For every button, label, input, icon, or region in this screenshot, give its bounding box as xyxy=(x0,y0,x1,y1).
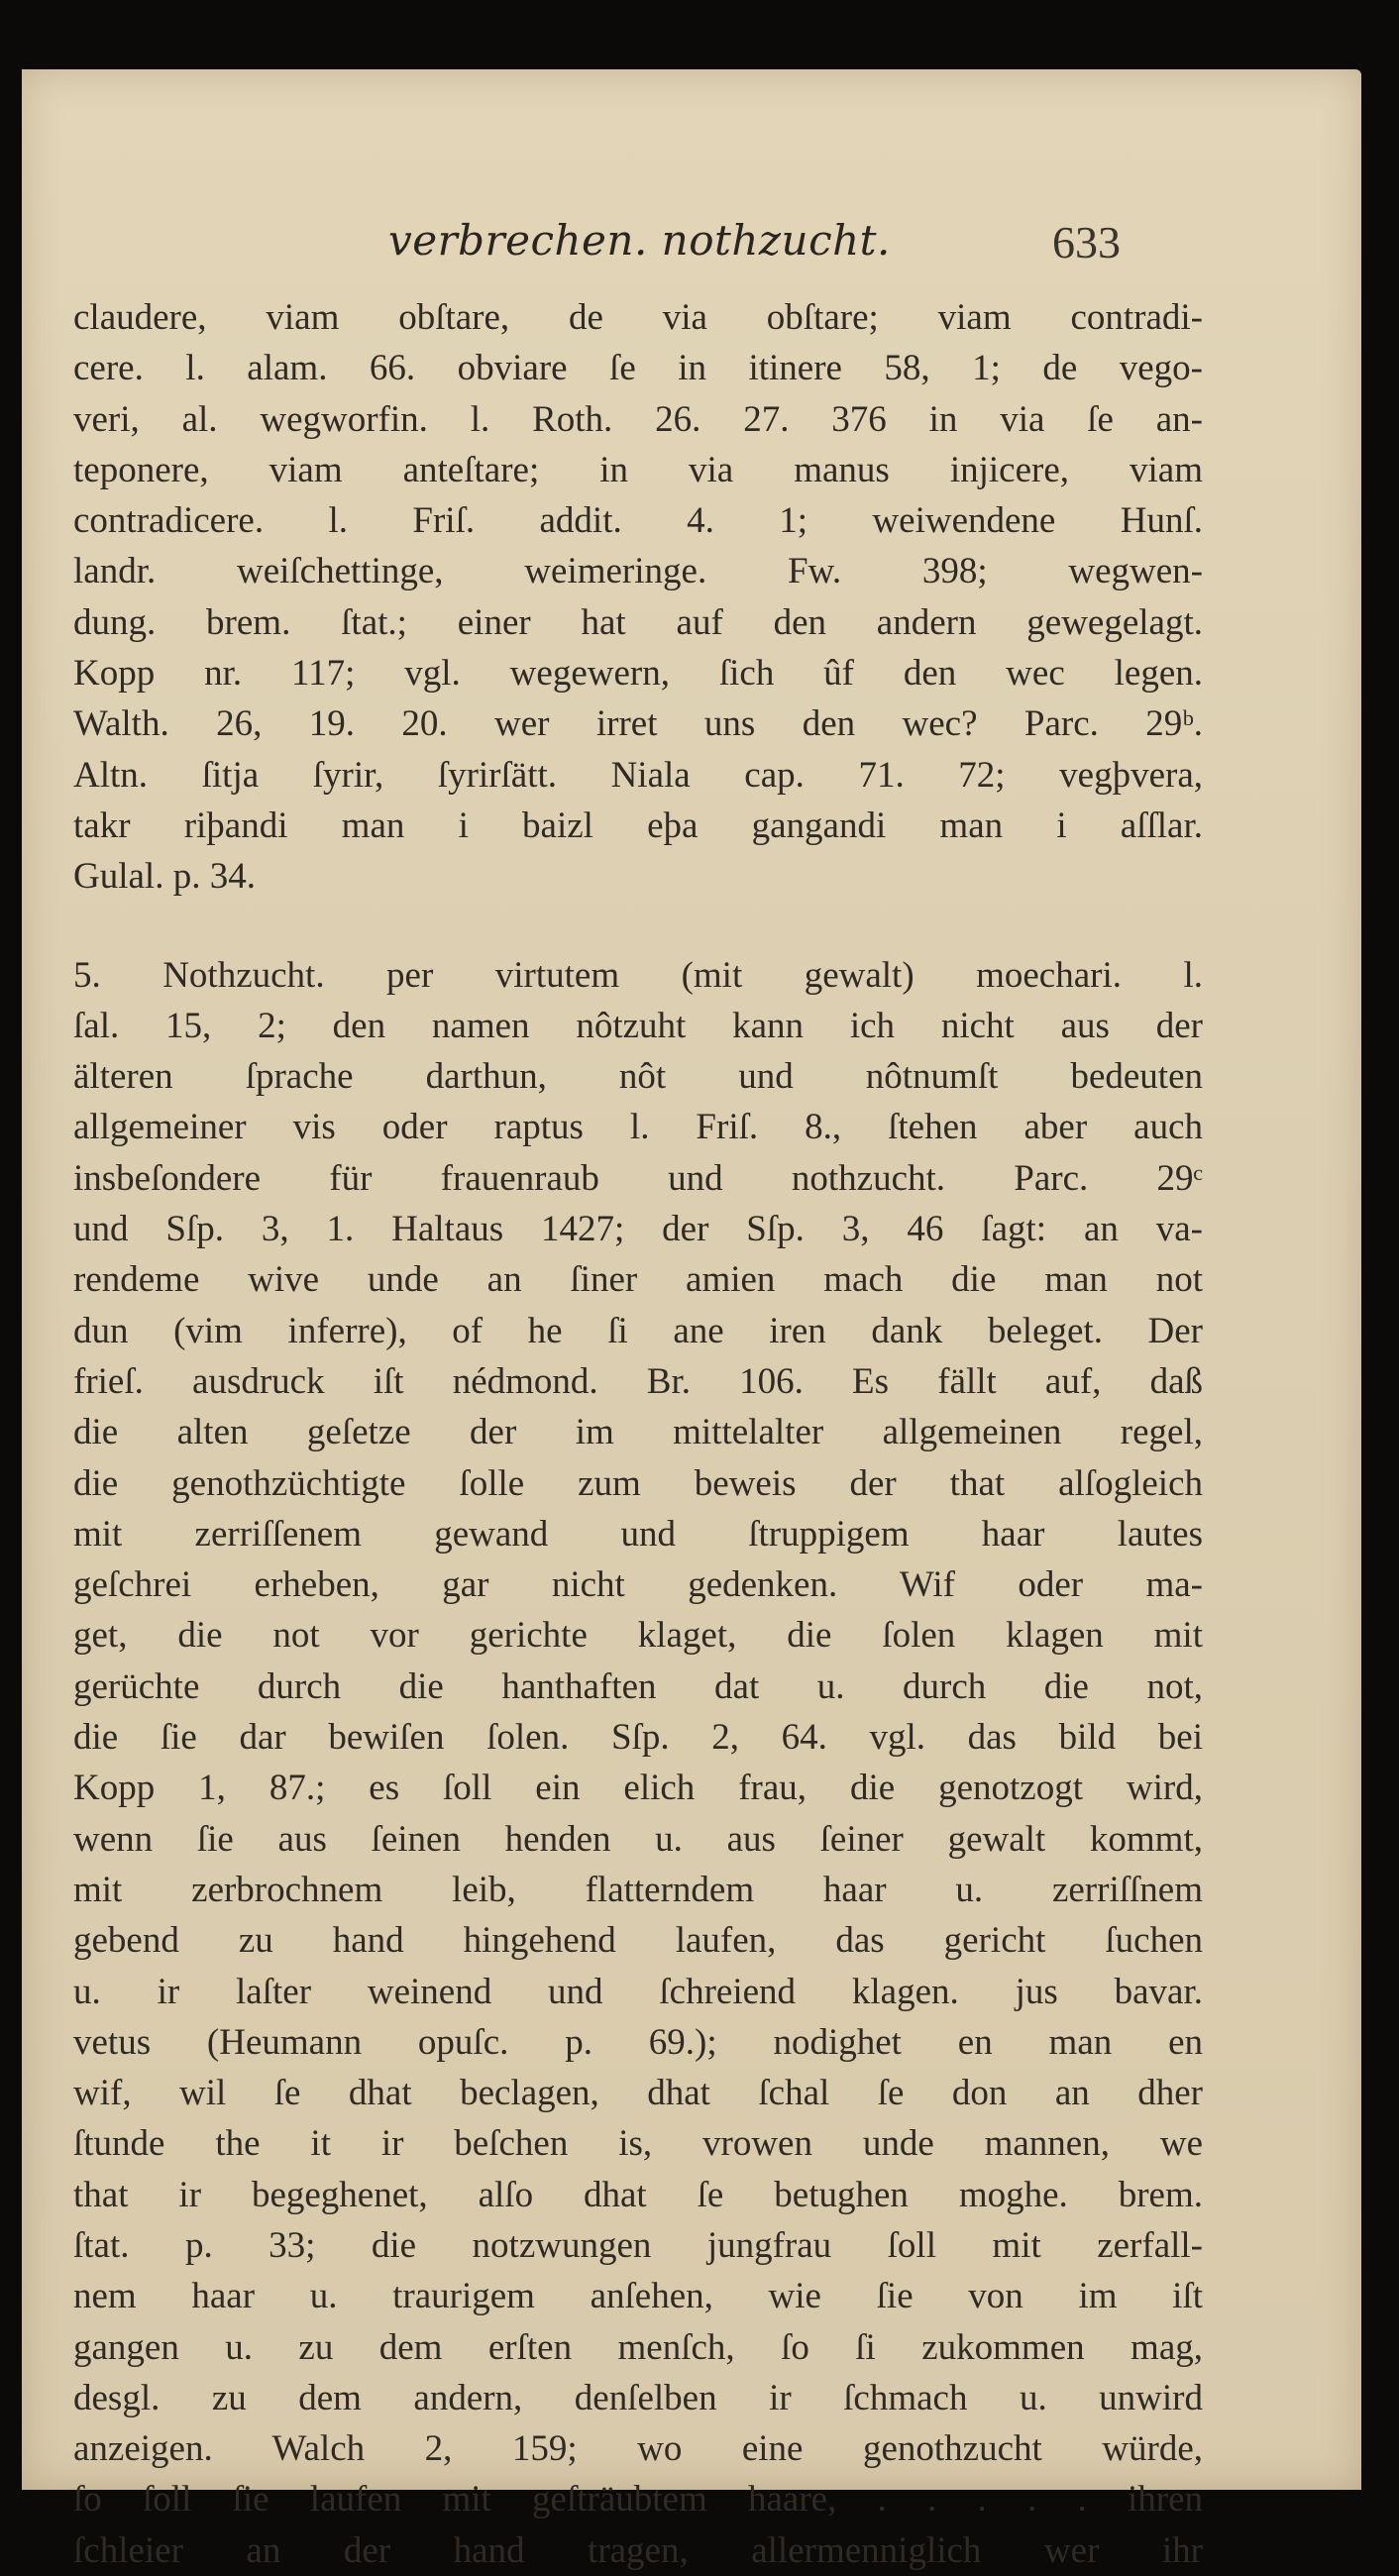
text-line: Gulal. p. 34. xyxy=(73,856,256,898)
text-line: vetus (Heumann opuſc. p. 69.); nodighet en man en xyxy=(73,2021,1203,2063)
text-line: gangen u. zu dem erſten menſch, ſo ſi zukommen mag, xyxy=(73,2326,1203,2368)
paragraph-gap xyxy=(73,903,1203,950)
text-line: wenn ſie aus ſeinen henden u. aus ſeiner gewalt kommt, xyxy=(73,1818,1203,1860)
text-line: anzeigen. Walch 2, 159; wo eine genothzucht würde, xyxy=(73,2428,1203,2470)
text-line: dun (vim inferre), of he ſi ane iren dank beleget. Der xyxy=(73,1310,1203,1351)
text-line: ſal. 15, 2; den namen nôtzuht kann ich nicht aus der xyxy=(73,1005,1203,1046)
text-line: Kopp 1, 87.; es ſoll ein elich frau, die genotzogt wird, xyxy=(73,1768,1203,1809)
text-line: contradicere. l. Friſ. addit. 4. 1; weiwendene Hunſ. xyxy=(73,500,1203,542)
text-line: gerüchte durch die hanthaften dat u. durch die not, xyxy=(73,1665,1203,1707)
book-page xyxy=(22,69,1361,2571)
text-line: ſchleier an der hand tragen, allermenniglich wer ihr xyxy=(73,2529,1203,2571)
text-line: takr riþandi man i baizl eþa gangandi man i aſſlar. xyxy=(73,805,1203,846)
page-header xyxy=(22,216,1361,285)
text-line: desgl. zu dem andern, denſelben ir ſchmach u. unwird xyxy=(73,2377,1203,2418)
text-line: landr. weiſchettinge, weimeringe. Fw. 398; wegwen- xyxy=(73,551,1203,592)
text-line: Walth. 26, 19. 20. wer irret uns den wec? Parc. 29ᵇ. xyxy=(73,703,1203,745)
text-line: teponere, viam anteſtare; in via manus injicere, viam xyxy=(73,449,1203,490)
text-line: ſo ſoll ſie laufen mit geſträubtem haare, . . . . . ihren xyxy=(73,2479,1203,2521)
text-line: mit zerbrochnem leib, flatterndem haar u. zerriſſnem xyxy=(73,1869,1203,1910)
text-line: geſchrei erheben, gar nicht gedenken. Wif oder ma- xyxy=(73,1564,1203,1606)
text-line: u. ir laſter weinend und ſchreiend klagen. jus bavar. xyxy=(73,1971,1203,2012)
text-line: älteren ſprache darthun, nôt und nôtnumſt bedeuten xyxy=(73,1056,1203,1098)
text-line: veri, al. wegworfin. l. Roth. 26. 27. 376 in via ſe an- xyxy=(73,398,1203,440)
text-line: frieſ. ausdruck iſt nédmond. Br. 106. Es fällt auf, daß xyxy=(73,1360,1203,1402)
text-line: und Sſp. 3, 1. Haltaus 1427; der Sſp. 3, 46 ſagt: an va- xyxy=(73,1209,1203,1250)
body-text xyxy=(73,292,1203,2576)
text-line: that ir begeghenet, alſo dhat ſe betughen moghe. brem. xyxy=(73,2174,1203,2215)
paragraph-2 xyxy=(73,950,1203,2576)
text-line: ſtat. p. 33; die notzwungen jungfrau ſoll mit zerfall- xyxy=(73,2224,1203,2266)
text-line: Altn. ſitja ſyrir, ſyrirſätt. Niala cap. 71. 72; vegþvera, xyxy=(73,754,1203,796)
text-line: die alten geſetze der im mittelalter allgemeinen regel, xyxy=(73,1412,1203,1453)
text-line: wif, wil ſe dhat beclagen, dhat ſchal ſe don an dher xyxy=(73,2073,1203,2114)
text-line: Kopp nr. 117; vgl. wegewern, ſich ûf den wec legen. xyxy=(73,653,1203,695)
text-line: die genothzüchtigte ſolle zum beweis der that alſogleich xyxy=(73,1462,1203,1504)
page-number: 633 xyxy=(1052,217,1121,268)
text-line: 5. Nothzucht. per virtutem (mit gewalt) moechari. l. xyxy=(73,954,1203,996)
paragraph-1 xyxy=(73,292,1203,903)
text-line: cere. l. alam. 66. obviare ſe in itinere 58, 1; de vego- xyxy=(73,348,1203,389)
text-line: mit zerriſſenem gewand und ſtruppigem haar lautes xyxy=(73,1513,1203,1555)
text-line: claudere, viam obſtare, de via obſtare; viam contradi- xyxy=(73,297,1203,338)
running-head: verbrechen. nothzucht. xyxy=(388,216,891,265)
text-line: allgemeiner vis oder raptus l. Friſ. 8., ſtehen aber auch xyxy=(73,1107,1203,1148)
text-line: dung. brem. ſtat.; einer hat auf den andern gewegelagt. xyxy=(73,601,1203,643)
text-line: get, die not vor gerichte klaget, die ſolen klagen mit xyxy=(73,1615,1203,1657)
text-line: rendeme wive unde an ſiner amien mach die man not xyxy=(73,1259,1203,1301)
text-line: nem haar u. traurigem anſehen, wie ſie von im iſt xyxy=(73,2276,1203,2317)
text-line: die ſie dar bewiſen ſolen. Sſp. 2, 64. vgl. das bild bei xyxy=(73,1717,1203,1759)
text-line: gebend zu hand hingehend laufen, das gericht ſuchen xyxy=(73,1920,1203,1962)
text-line: ſtunde the it ir beſchen is, vrowen unde mannen, we xyxy=(73,2123,1203,2165)
text-line: insbeſondere für frauenraub und nothzucht. Parc. 29ᶜ xyxy=(73,1157,1203,1199)
